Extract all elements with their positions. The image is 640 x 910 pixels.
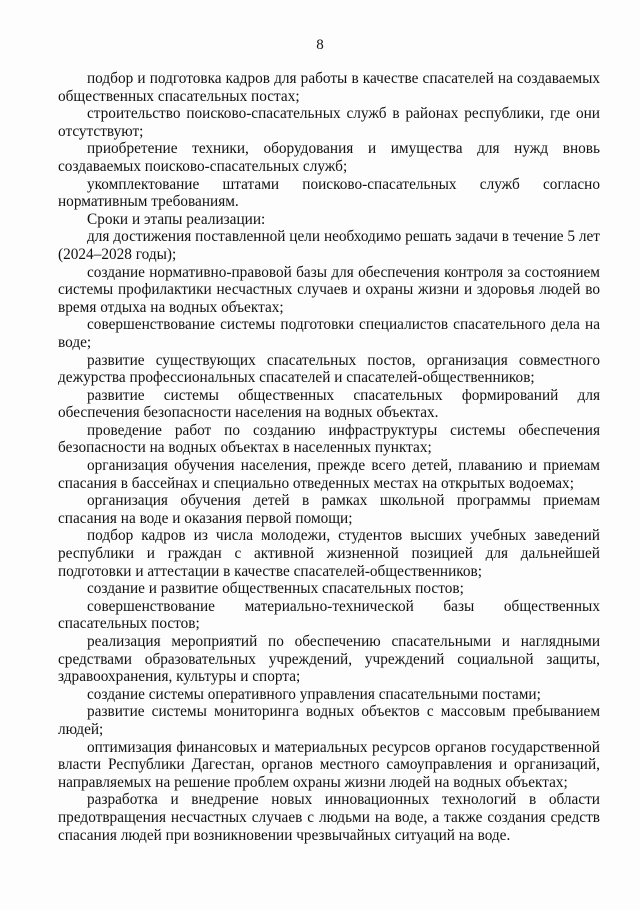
section-heading: Сроки и этапы реализации: [87,210,266,228]
paragraph: создание системы оперативного управления спасательными постами; [87,685,541,703]
paragraph: развитие системы общественных спасательных формирований для обеспечения безопасности населения на водных объектах. [58,386,600,422]
paragraph: организация обучения населения, прежде всего детей, плаванию и приемам спасания в бассейнах и специально отведенных местах на открытых водоемах; [58,457,600,492]
paragraph: подбор кадров из числа молодежи, студентов высших учебных заведений республики и граждан с активной жизненной позицией для дальнейшей подготовки и аттестации в качестве спасателей-общественников; [58,527,600,580]
paragraph: для достижения поставленной цели необходимо решать задачи в течение 5 лет (2024–2028 годы); [58,228,600,263]
paragraph: разработка и внедрение новых инновационных технологий в области предотвращения несчастных случаев с людьми на воде, а также создания средств спасания людей при возникновении чрезвычайных ситуаций на воде. [58,791,600,844]
paragraph: подбор и подготовка кадров для работы в качестве спасателей на создаваемых общественных спасательных постах; [58,70,600,105]
document-body [58,70,600,844]
paragraph: создание и развитие общественных спасательных постов; [87,580,464,598]
paragraph: совершенствование системы подготовки специалистов спасательного дела на воде; [58,316,600,351]
paragraph: приобретение техники, оборудования и имущества для нужд вновь создаваемых поисково-спасательных служб; [58,140,600,175]
paragraph: укомплектование штатами поисково-спасательных служб согласно нормативным требованиям. [58,175,600,211]
paragraph: организация обучения детей в рамках школьной программы приемам спасания на воде и оказания первой помощи; [58,492,600,527]
paragraph: развитие системы мониторинга водных объектов с массовым пребыванием людей; [58,703,600,738]
paragraph: проведение работ по созданию инфраструктуры системы обеспечения безопасности на водных объектах в населенных пунктах; [58,421,600,457]
paragraph: строительство поисково-спасательных служб в районах республики, где они отсутствуют; [58,105,600,140]
paragraph: развитие существующих спасательных постов, организация совместного дежурства профессиональных спасателей и спасателей-общественников; [58,351,600,387]
paragraph: реализация мероприятий по обеспечению спасательными и наглядными средствами образовательных учреждений, учреждений социальной защиты, здравоохранения, культуры и спорта; [58,633,600,686]
page-number: 8 [316,37,324,53]
paragraph: создание нормативно-правовой базы для обеспечения контроля за состоянием системы профилактики несчастных случаев и охраны жизни и здоровья людей во время отдыха на водных объектах; [58,263,600,316]
paragraph: оптимизация финансовых и материальных ресурсов органов государственной власти Республики Дагестан, органов местного самоуправления и организаций, направляемых на решение проблем охраны жизни людей на водных объектах; [58,738,600,791]
paragraph: совершенствование материально-технической базы общественных спасательных постов; [58,597,600,633]
